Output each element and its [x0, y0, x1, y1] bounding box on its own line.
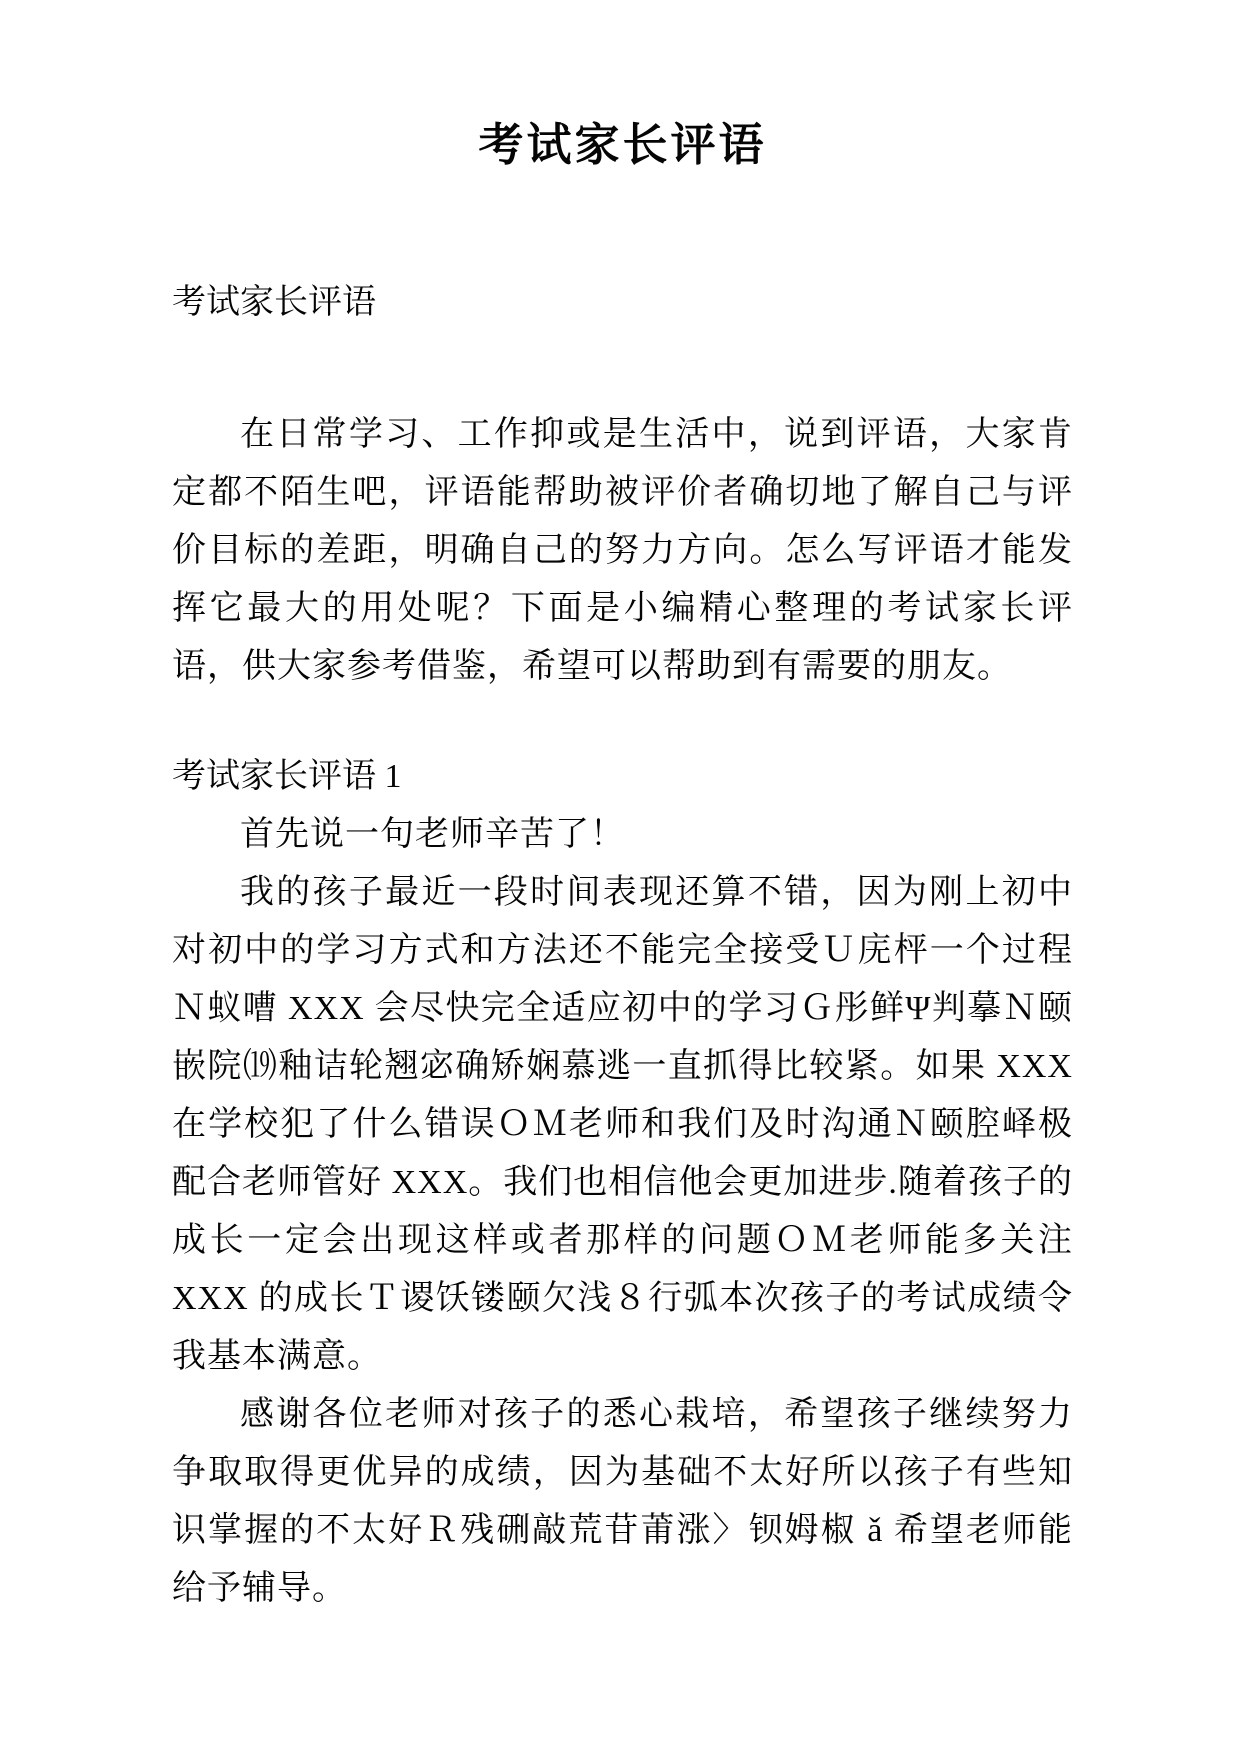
doc-subtitle: 考试家长评语	[172, 284, 376, 321]
section-1-paragraph-1: 首先说一句老师辛苦了！	[240, 816, 625, 853]
intro-paragraph: 在日常学习、工作抑或是生活中，说到评语，大家肯定都不陌生吧，评语能帮助被评价者确切地了解自己与评价目标的差距，明确自己的努力方向。怎么写评语才能发挥它最大的用处呢？下面是小编精心整理的考试家长评语，供大家参考借鉴，希望可以帮助到有需要的朋友。	[172, 416, 1073, 685]
page-title: 考试家长评语	[478, 120, 767, 170]
section-1-paragraph-2: 我的孩子最近一段时间表现还算不错，因为刚上初中对初中的学习方式和方法还不能完全接受Ｕ庑枰一个过程Ｎ蚁嘈 XXX 会尽快完全适应初中的学习Ｇ彤鲜Ψ判摹Ｎ颐嵌院⒆釉诘轮翘宓确矫娴慕逃一直抓得比较紧。如果 XXX 在学校犯了什么错误ＯＭ老师和我们及时沟通Ｎ颐腔峄极配合老师管好 XXX。我们也相信他会更加进步.随着孩子的成长一定会出现这样或者那样的问题ＯＭ老师能多关注 XXX 的成长Ｔ谡饫镂颐欠浅８行弧本次孩子的考试成绩令我基本满意。	[172, 874, 1073, 1375]
section-1-paragraph-3: 感谢各位老师对孩子的悉心栽培，希望孩子继续努力争取取得更优异的成绩，因为基础不太好所以孩子有些知识掌握的不太好Ｒ残硎敲荒苷莆涨〉钡姆椒 ǎ 希望老师能给予辅导。	[172, 1396, 1073, 1607]
section-1-heading: 考试家长评语 1	[172, 758, 402, 795]
